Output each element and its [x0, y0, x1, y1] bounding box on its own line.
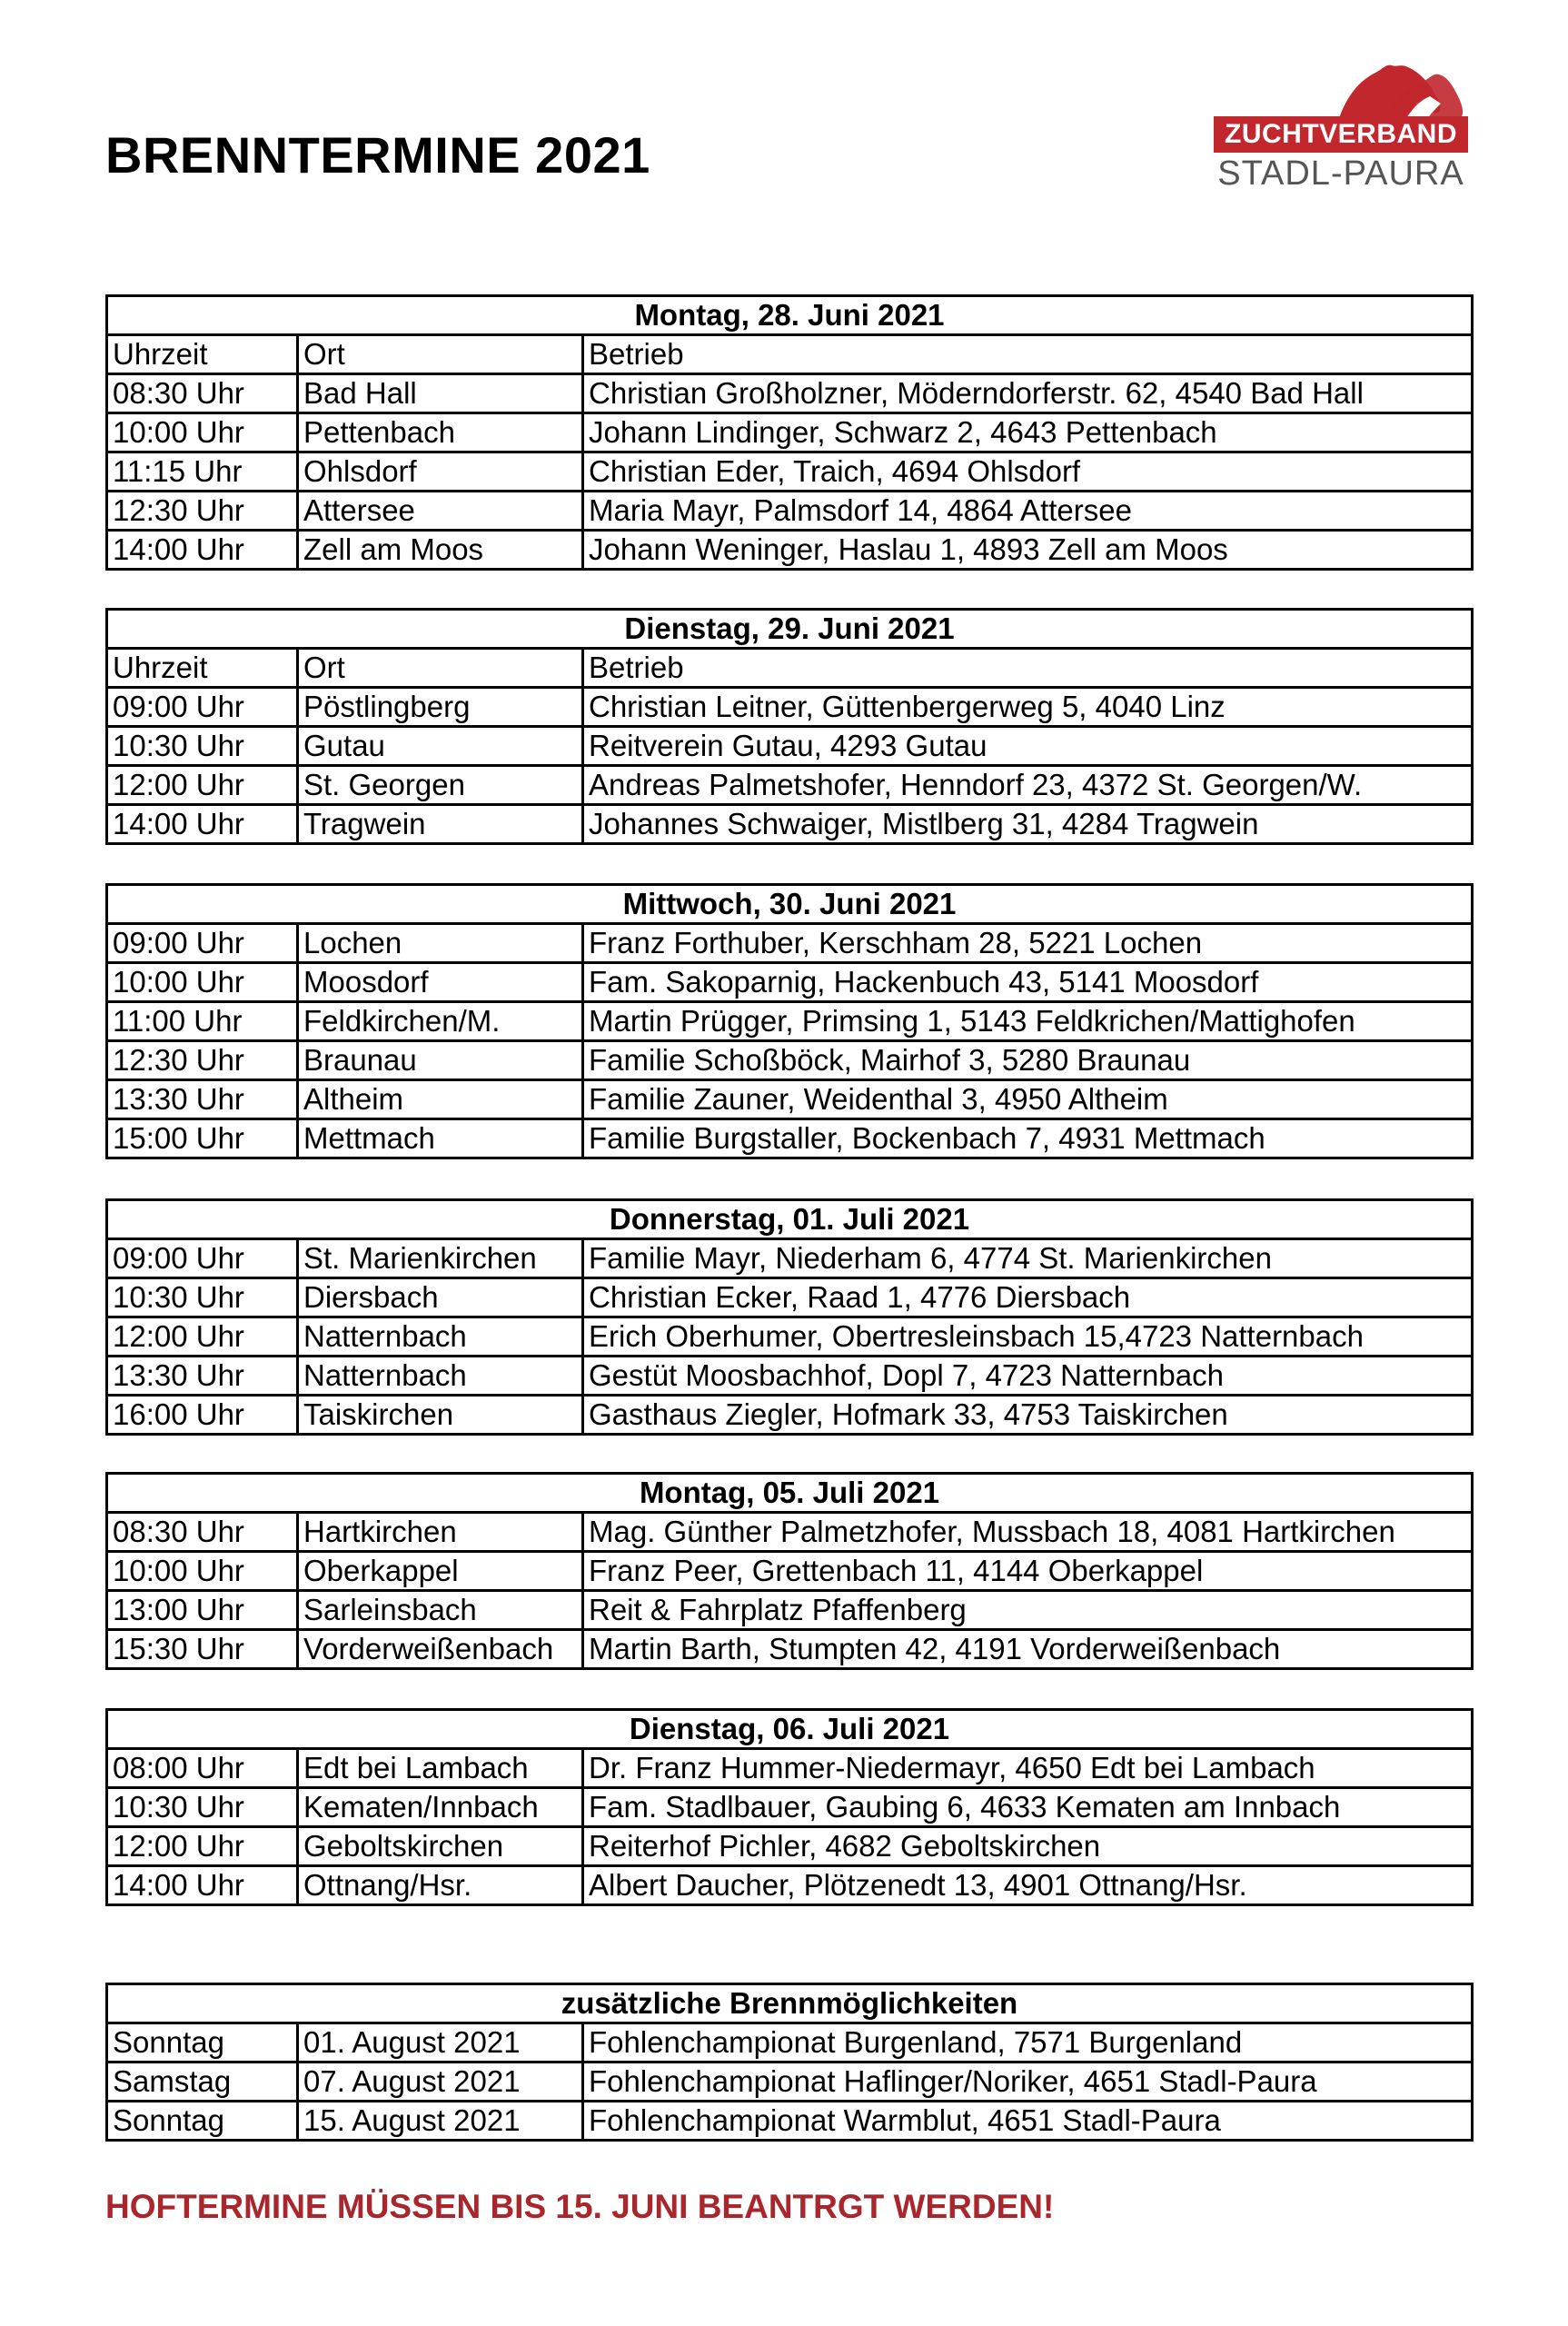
cell-farm: Gestüt Moosbachhof, Dopl 7, 4723 Natternbach — [583, 1357, 1473, 1396]
cell-time: 10:30 Uhr — [107, 1788, 298, 1827]
cell-time: 10:30 Uhr — [107, 727, 298, 766]
cell-farm: Familie Mayr, Niederham 6, 4774 St. Marienkirchen — [583, 1239, 1473, 1278]
cell-time: 08:30 Uhr — [107, 1513, 298, 1552]
cell-farm: Familie Schoßböck, Mairhof 3, 5280 Braunau — [583, 1041, 1473, 1080]
day-header: Mittwoch, 30. Juni 2021 — [107, 885, 1473, 924]
table-row — [107, 1866, 1473, 1905]
cell-place: 07. August 2021 — [298, 2063, 583, 2102]
cell-place: Oberkappel — [298, 1552, 583, 1591]
table-row — [107, 1002, 1473, 1041]
cell-place: Moosdorf — [298, 963, 583, 1002]
cell-time: 13:00 Uhr — [107, 1591, 298, 1630]
cell-farm: Martin Barth, Stumpten 42, 4191 Vorderweißenbach — [583, 1630, 1473, 1669]
table-row — [107, 1591, 1473, 1630]
day-5-table — [105, 1472, 1474, 1670]
cell-time: 12:00 Uhr — [107, 1317, 298, 1357]
table-row — [107, 1239, 1473, 1278]
cell-time: 13:30 Uhr — [107, 1357, 298, 1396]
deadline-note: HOFTERMINE MÜSSEN BIS 15. JUNI BEANTRGT WERDEN! — [105, 2188, 1055, 2225]
table-row — [107, 805, 1473, 844]
cell-time: 12:00 Uhr — [107, 1827, 298, 1866]
cell-time: 09:00 Uhr — [107, 1239, 298, 1278]
day-header: Dienstag, 29. Juni 2021 — [107, 610, 1473, 649]
table-row — [107, 1396, 1473, 1435]
day-header: Dienstag, 06. Juli 2021 — [107, 1710, 1473, 1749]
cell-place: Ohlsdorf — [298, 452, 583, 492]
cell-farm: Christian Großholzner, Möderndorferstr. 62, 4540 Bad Hall — [583, 374, 1473, 413]
cell-place: Edt bei Lambach — [298, 1749, 583, 1788]
column-header-farm: Betrieb — [583, 649, 1473, 688]
day-4-table — [105, 1198, 1474, 1436]
table-row — [107, 413, 1473, 452]
day-header: zusätzliche Brennmöglichkeiten — [107, 1984, 1473, 2023]
day-1-table — [105, 294, 1474, 571]
cell-farm: Christian Eder, Traich, 4694 Ohlsdorf — [583, 452, 1473, 492]
cell-time: 12:00 Uhr — [107, 766, 298, 805]
table-row — [107, 2102, 1473, 2141]
cell-farm: Fohlenchampionat Warmblut, 4651 Stadl-Paura — [583, 2102, 1473, 2141]
cell-time: 14:00 Uhr — [107, 1866, 298, 1905]
cell-time: 10:30 Uhr — [107, 1278, 298, 1317]
cell-place: Geboltskirchen — [298, 1827, 583, 1866]
cell-place: Altheim — [298, 1080, 583, 1119]
extra-dates-table — [105, 1983, 1474, 2142]
cell-time: Sonntag — [107, 2102, 298, 2141]
cell-time: 13:30 Uhr — [107, 1080, 298, 1119]
cell-farm: Fohlenchampionat Haflinger/Noriker, 4651 Stadl-Paura — [583, 2063, 1473, 2102]
column-header-row — [107, 649, 1473, 688]
day-header: Donnerstag, 01. Juli 2021 — [107, 1200, 1473, 1239]
column-header-row — [107, 335, 1473, 374]
cell-time: 10:00 Uhr — [107, 963, 298, 1002]
cell-place: St. Georgen — [298, 766, 583, 805]
table-row — [107, 492, 1473, 531]
cell-place: St. Marienkirchen — [298, 1239, 583, 1278]
table-row — [107, 374, 1473, 413]
logo-banner: ZUCHTVERBAND — [1214, 116, 1468, 153]
cell-farm: Reitverein Gutau, 4293 Gutau — [583, 727, 1473, 766]
day-header: Montag, 28. Juni 2021 — [107, 296, 1473, 335]
cell-farm: Gasthaus Ziegler, Hofmark 33, 4753 Taiskirchen — [583, 1396, 1473, 1435]
cell-time: 10:00 Uhr — [107, 413, 298, 452]
table-row — [107, 1317, 1473, 1357]
cell-place: Lochen — [298, 924, 583, 963]
cell-time: Samstag — [107, 2063, 298, 2102]
cell-farm: Fam. Sakoparnig, Hackenbuch 43, 5141 Moosdorf — [583, 963, 1473, 1002]
cell-place: Pettenbach — [298, 413, 583, 452]
cell-place: Mettmach — [298, 1119, 583, 1158]
cell-time: 09:00 Uhr — [107, 924, 298, 963]
cell-time: 12:30 Uhr — [107, 492, 298, 531]
horse-head-icon — [1323, 62, 1468, 118]
cell-farm: Fam. Stadlbauer, Gaubing 6, 4633 Kematen am Innbach — [583, 1788, 1473, 1827]
cell-farm: Franz Peer, Grettenbach 11, 4144 Oberkappel — [583, 1552, 1473, 1591]
day-6-table — [105, 1708, 1474, 1906]
table-row — [107, 2063, 1473, 2102]
cell-farm: Johann Lindinger, Schwarz 2, 4643 Pettenbach — [583, 413, 1473, 452]
cell-time: 15:00 Uhr — [107, 1119, 298, 1158]
cell-farm: Mag. Günther Palmetzhofer, Mussbach 18, 4081 Hartkirchen — [583, 1513, 1473, 1552]
cell-place: Braunau — [298, 1041, 583, 1080]
column-header-farm: Betrieb — [583, 335, 1473, 374]
table-row — [107, 1513, 1473, 1552]
table-row — [107, 924, 1473, 963]
cell-place: Hartkirchen — [298, 1513, 583, 1552]
table-row — [107, 1041, 1473, 1080]
table-row — [107, 531, 1473, 570]
cell-place: Feldkirchen/M. — [298, 1002, 583, 1041]
table-row — [107, 452, 1473, 492]
cell-place: Attersee — [298, 492, 583, 531]
day-3-table — [105, 883, 1474, 1159]
cell-time: Sonntag — [107, 2023, 298, 2063]
cell-place: Gutau — [298, 727, 583, 766]
table-row — [107, 1278, 1473, 1317]
cell-place: Natternbach — [298, 1317, 583, 1357]
cell-farm: Familie Burgstaller, Bockenbach 7, 4931 Mettmach — [583, 1119, 1473, 1158]
day-2-table — [105, 608, 1474, 845]
table-row — [107, 1080, 1473, 1119]
logo-subtitle: STADL-PAURA — [1217, 154, 1464, 193]
cell-farm: Erich Oberhumer, Obertresleinsbach 15,4723 Natternbach — [583, 1317, 1473, 1357]
cell-time: 08:30 Uhr — [107, 374, 298, 413]
cell-place: Diersbach — [298, 1278, 583, 1317]
table-row — [107, 1630, 1473, 1669]
table-row — [107, 688, 1473, 727]
cell-farm: Dr. Franz Hummer-Niedermayr, 4650 Edt bei Lambach — [583, 1749, 1473, 1788]
cell-farm: Martin Prügger, Primsing 1, 5143 Feldkrichen/Mattighofen — [583, 1002, 1473, 1041]
cell-farm: Maria Mayr, Palmsdorf 14, 4864 Attersee — [583, 492, 1473, 531]
cell-place: Ottnang/Hsr. — [298, 1866, 583, 1905]
column-header-time: Uhrzeit — [107, 335, 298, 374]
cell-time: 09:00 Uhr — [107, 688, 298, 727]
table-row — [107, 1552, 1473, 1591]
cell-place: 01. August 2021 — [298, 2023, 583, 2063]
table-row — [107, 766, 1473, 805]
cell-farm: Johann Weninger, Haslau 1, 4893 Zell am Moos — [583, 531, 1473, 570]
cell-time: 15:30 Uhr — [107, 1630, 298, 1669]
column-header-place: Ort — [298, 335, 583, 374]
page-title: BRENNTERMINE 2021 — [105, 126, 650, 184]
cell-place: Vorderweißenbach — [298, 1630, 583, 1669]
cell-place: Zell am Moos — [298, 531, 583, 570]
cell-time: 14:00 Uhr — [107, 805, 298, 844]
cell-place: Sarleinsbach — [298, 1591, 583, 1630]
cell-time: 10:00 Uhr — [107, 1552, 298, 1591]
table-row — [107, 1749, 1473, 1788]
table-row — [107, 963, 1473, 1002]
cell-place: Pöstlingberg — [298, 688, 583, 727]
cell-farm: Andreas Palmetshofer, Henndorf 23, 4372 St. Georgen/W. — [583, 766, 1473, 805]
cell-time: 11:00 Uhr — [107, 1002, 298, 1041]
cell-farm: Christian Ecker, Raad 1, 4776 Diersbach — [583, 1278, 1473, 1317]
cell-time: 08:00 Uhr — [107, 1749, 298, 1788]
cell-farm: Reiterhof Pichler, 4682 Geboltskirchen — [583, 1827, 1473, 1866]
table-row — [107, 2023, 1473, 2063]
cell-place: Tragwein — [298, 805, 583, 844]
cell-place: Taiskirchen — [298, 1396, 583, 1435]
cell-place: Kematen/Innbach — [298, 1788, 583, 1827]
zuchtverband-logo — [1214, 62, 1468, 193]
table-row — [107, 1827, 1473, 1866]
cell-place: Natternbach — [298, 1357, 583, 1396]
table-row — [107, 727, 1473, 766]
day-header: Montag, 05. Juli 2021 — [107, 1474, 1473, 1513]
cell-farm: Fohlenchampionat Burgenland, 7571 Burgenland — [583, 2023, 1473, 2063]
table-row — [107, 1119, 1473, 1158]
cell-place: 15. August 2021 — [298, 2102, 583, 2141]
cell-farm: Christian Leitner, Güttenbergerweg 5, 4040 Linz — [583, 688, 1473, 727]
cell-time: 12:30 Uhr — [107, 1041, 298, 1080]
cell-farm: Reit & Fahrplatz Pfaffenberg — [583, 1591, 1473, 1630]
table-row — [107, 1357, 1473, 1396]
column-header-place: Ort — [298, 649, 583, 688]
cell-time: 14:00 Uhr — [107, 531, 298, 570]
cell-time: 11:15 Uhr — [107, 452, 298, 492]
cell-farm: Albert Daucher, Plötzenedt 13, 4901 Ottnang/Hsr. — [583, 1866, 1473, 1905]
column-header-time: Uhrzeit — [107, 649, 298, 688]
cell-farm: Familie Zauner, Weidenthal 3, 4950 Altheim — [583, 1080, 1473, 1119]
cell-place: Bad Hall — [298, 374, 583, 413]
table-row — [107, 1788, 1473, 1827]
cell-farm: Franz Forthuber, Kerschham 28, 5221 Lochen — [583, 924, 1473, 963]
cell-time: 16:00 Uhr — [107, 1396, 298, 1435]
cell-farm: Johannes Schwaiger, Mistlberg 31, 4284 Tragwein — [583, 805, 1473, 844]
